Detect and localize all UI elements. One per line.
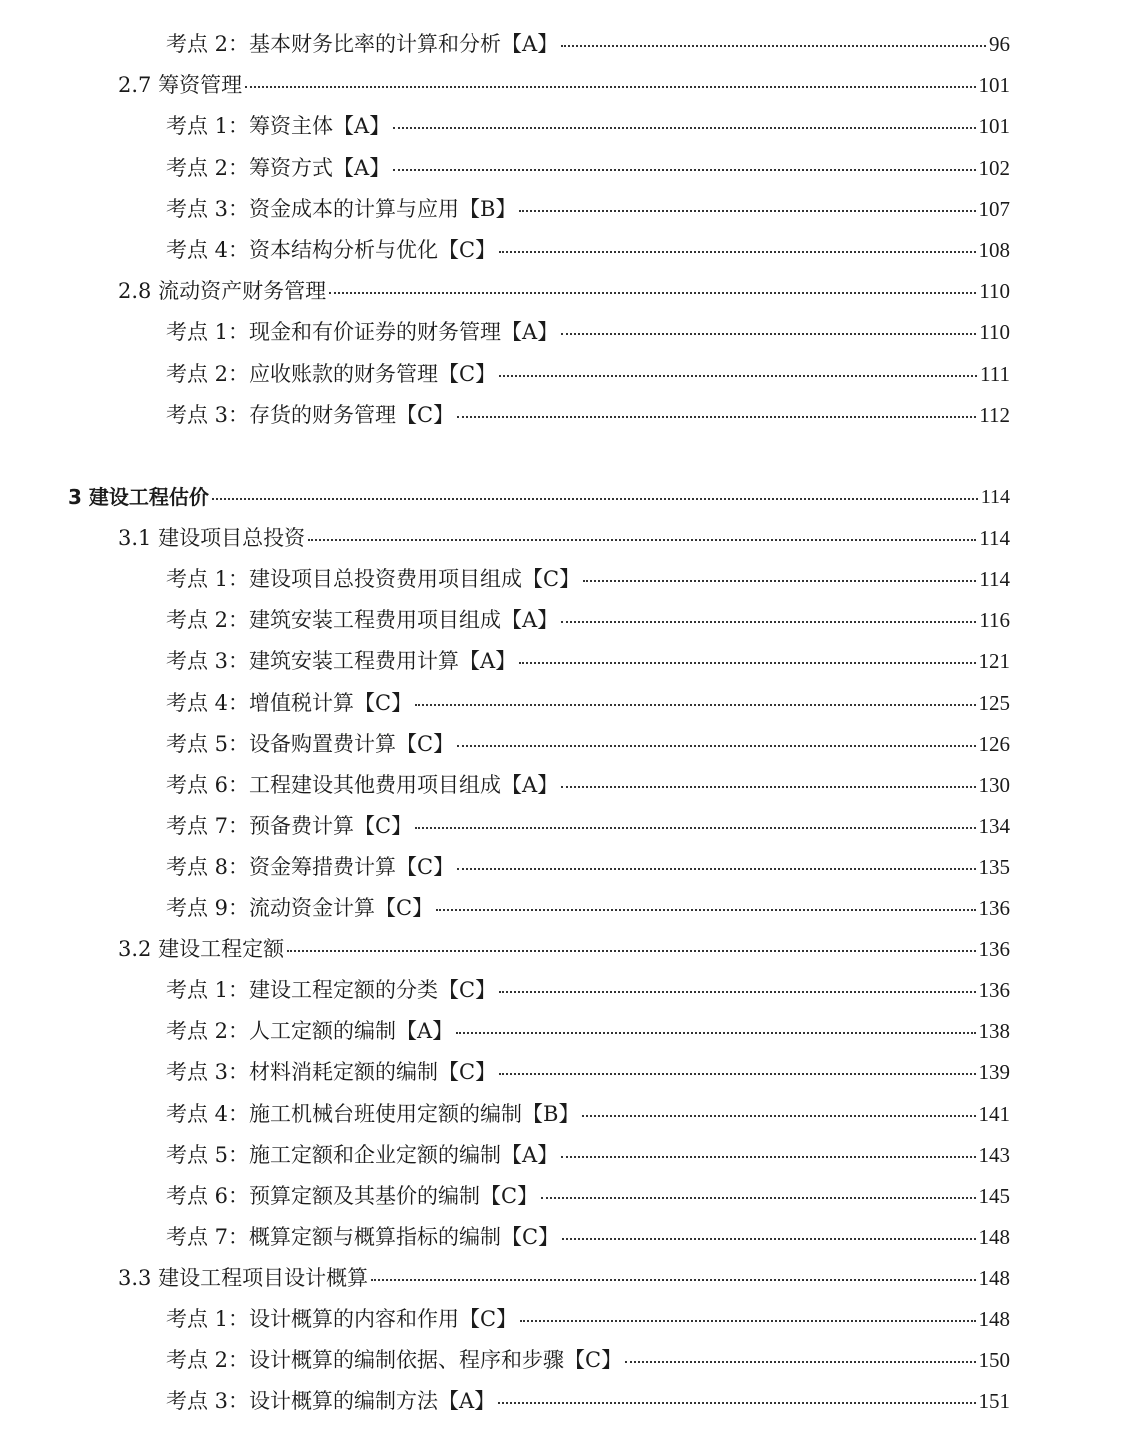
toc-entry-label: 考点 2：人工定额的编制【A】 xyxy=(166,1019,454,1044)
dot-leader xyxy=(212,498,978,500)
toc-page-number: 111 xyxy=(980,361,1010,386)
toc-entry-label: 考点 6：工程建设其他费用项目组成【A】 xyxy=(166,772,559,797)
toc-item[interactable] xyxy=(166,602,1010,638)
toc-entry-label: 考点 1：建设工程定额的分类【C】 xyxy=(166,978,497,1003)
dot-leader xyxy=(499,251,975,253)
dot-leader xyxy=(499,1073,975,1075)
toc-page-number: 107 xyxy=(978,196,1010,221)
toc-item[interactable] xyxy=(166,1383,1010,1419)
toc-entry-label: 考点 3：存货的财务管理【C】 xyxy=(166,402,455,427)
toc-page-number: 134 xyxy=(978,813,1010,838)
toc-entry-label: 3 建设工程估价 xyxy=(68,485,209,509)
toc-entry-label: 考点 3：设计概算的编制方法【A】 xyxy=(166,1389,496,1414)
toc-entry-label: 考点 8：资金筹措费计算【C】 xyxy=(166,854,455,879)
dot-leader xyxy=(436,909,975,911)
dot-leader xyxy=(519,662,975,664)
toc-page-number: 136 xyxy=(978,978,1010,1003)
toc-entry-label: 考点 2：建筑安装工程费用项目组成【A】 xyxy=(166,608,559,633)
toc-page-number: 101 xyxy=(978,114,1010,139)
toc-item[interactable] xyxy=(166,26,1010,62)
toc-entry-label: 3.2 建设工程定额 xyxy=(118,937,285,962)
toc-entry-label: 考点 1：现金和有价证券的财务管理【A】 xyxy=(166,320,559,345)
toc-item[interactable] xyxy=(166,1342,1010,1378)
dot-leader xyxy=(499,991,975,993)
dot-leader xyxy=(415,704,975,706)
toc-page-number: 139 xyxy=(978,1060,1010,1085)
dot-leader xyxy=(519,210,975,212)
toc-item[interactable] xyxy=(166,849,1010,885)
dot-leader xyxy=(541,1197,975,1199)
dot-leader xyxy=(498,1402,975,1404)
dot-leader xyxy=(457,416,976,418)
dot-leader xyxy=(561,45,986,47)
toc-item[interactable] xyxy=(166,356,1010,392)
toc-entry-label: 2.8 流动资产财务管理 xyxy=(118,279,327,304)
toc-entry-label: 考点 2：应收账款的财务管理【C】 xyxy=(166,361,497,386)
toc-item[interactable] xyxy=(166,1137,1010,1173)
toc-entry-label: 考点 5：施工定额和企业定额的编制【A】 xyxy=(166,1142,559,1167)
toc-page-number: 130 xyxy=(978,772,1010,797)
toc-page-number: 121 xyxy=(978,649,1010,674)
dot-leader xyxy=(499,375,977,377)
toc-page-number: 141 xyxy=(978,1101,1010,1126)
toc-entry-label: 考点 2：设计概算的编制依据、程序和步骤【C】 xyxy=(166,1348,623,1373)
toc-page-number: 108 xyxy=(978,238,1010,262)
toc-item[interactable] xyxy=(166,767,1010,803)
toc-item[interactable] xyxy=(166,1054,1010,1090)
toc-entry-label: 考点 3：资金成本的计算与应用【B】 xyxy=(166,196,517,221)
dot-leader xyxy=(582,1115,975,1117)
toc-page-number: 102 xyxy=(978,155,1010,180)
dot-leader xyxy=(561,786,975,788)
toc-section[interactable] xyxy=(118,67,1010,103)
toc-item[interactable] xyxy=(166,890,1010,926)
toc-entry-label: 3.1 建设项目总投资 xyxy=(118,526,306,551)
toc-entry-label: 考点 1：筹资主体【A】 xyxy=(166,114,391,139)
toc-entry-label: 考点 3：建筑安装工程费用计算【A】 xyxy=(166,649,517,674)
toc-page-number: 148 xyxy=(978,1224,1010,1249)
toc-entry-label: 考点 7：概算定额与概算指标的编制【C】 xyxy=(166,1224,560,1249)
toc-page-number: 135 xyxy=(978,854,1010,879)
toc-entry-label: 考点 1：设计概算的内容和作用【C】 xyxy=(166,1307,518,1331)
dot-leader xyxy=(329,292,976,294)
toc-page-number: 148 xyxy=(978,1307,1010,1331)
toc-item[interactable] xyxy=(166,232,1010,268)
toc-page-number: 151 xyxy=(978,1389,1010,1414)
toc-page-number: 114 xyxy=(979,526,1010,551)
toc-page-number: 145 xyxy=(978,1183,1010,1208)
toc-entry-label: 考点 4：增值税计算【C】 xyxy=(166,690,413,715)
toc-entry-label: 考点 3：材料消耗定额的编制【C】 xyxy=(166,1060,497,1085)
toc-item[interactable] xyxy=(166,1178,1010,1214)
dot-leader xyxy=(371,1279,975,1281)
dot-leader xyxy=(393,169,975,171)
toc-page-number: 143 xyxy=(978,1142,1010,1167)
toc-item[interactable] xyxy=(166,314,1010,350)
toc-item[interactable] xyxy=(166,726,1010,762)
toc-page-number: 112 xyxy=(979,402,1010,427)
toc-section[interactable] xyxy=(118,931,1010,967)
toc-entry-label: 考点 7：预备费计算【C】 xyxy=(166,813,413,838)
toc-page-number: 148 xyxy=(978,1265,1010,1290)
dot-leader xyxy=(457,868,975,870)
toc-page-number: 136 xyxy=(978,937,1010,962)
toc-entry-label: 2.7 筹资管理 xyxy=(118,73,243,98)
toc-entry-label: 考点 4：资本结构分析与优化【C】 xyxy=(166,238,497,262)
toc-item[interactable] xyxy=(166,191,1010,227)
dot-leader xyxy=(287,950,975,952)
toc-item[interactable] xyxy=(166,643,1010,679)
toc-item[interactable] xyxy=(166,108,1010,144)
toc-item[interactable] xyxy=(166,972,1010,1008)
dot-leader xyxy=(393,127,975,129)
dot-leader xyxy=(583,580,976,582)
toc-entry-label: 考点 2：筹资方式【A】 xyxy=(166,155,391,180)
toc-item[interactable] xyxy=(166,397,1010,433)
toc-entry-label: 考点 5：设备购置费计算【C】 xyxy=(166,731,455,756)
toc-item[interactable] xyxy=(166,1301,1010,1337)
toc-item[interactable] xyxy=(166,1013,1010,1049)
toc-entry-label: 考点 1：建设项目总投资费用项目组成【C】 xyxy=(166,567,581,592)
toc-entry-label: 3.3 建设工程项目设计概算 xyxy=(118,1265,369,1290)
dot-leader xyxy=(562,1238,975,1240)
dot-leader xyxy=(520,1320,975,1322)
toc-page-number: 125 xyxy=(978,690,1010,715)
toc-item[interactable] xyxy=(166,685,1010,721)
toc-page-number: 126 xyxy=(978,731,1010,756)
toc-page-number: 138 xyxy=(978,1019,1010,1044)
toc-page-number: 114 xyxy=(980,486,1010,508)
toc-page-number: 116 xyxy=(979,608,1010,633)
toc-item[interactable] xyxy=(166,1096,1010,1132)
toc-item[interactable] xyxy=(166,808,1010,844)
dot-leader xyxy=(625,1361,975,1363)
toc-page-number: 136 xyxy=(978,896,1010,920)
toc-page-number: 110 xyxy=(979,279,1010,304)
toc-item[interactable] xyxy=(166,150,1010,186)
dot-leader xyxy=(415,827,975,829)
dot-leader xyxy=(245,86,975,88)
toc-section[interactable] xyxy=(118,273,1010,309)
toc-chapter[interactable] xyxy=(68,479,1010,515)
toc-page-number: 96 xyxy=(989,32,1010,56)
toc-item[interactable] xyxy=(166,561,1010,597)
toc-section[interactable] xyxy=(118,520,1010,556)
toc-item[interactable] xyxy=(166,1219,1010,1255)
dot-leader xyxy=(457,745,975,747)
dot-leader xyxy=(456,1032,975,1034)
dot-leader xyxy=(561,621,976,623)
toc-entry-label: 考点 2：基本财务比率的计算和分析【A】 xyxy=(166,32,559,56)
toc-page-number: 110 xyxy=(979,320,1010,345)
dot-leader xyxy=(561,1156,975,1158)
toc-page-number: 150 xyxy=(978,1348,1010,1373)
dot-leader xyxy=(561,333,976,335)
toc-entry-label: 考点 6：预算定额及其基价的编制【C】 xyxy=(166,1183,539,1208)
dot-leader xyxy=(308,539,976,541)
toc-page-number: 114 xyxy=(979,567,1010,592)
toc-section[interactable] xyxy=(118,1260,1010,1296)
toc-entry-label: 考点 4：施工机械台班使用定额的编制【B】 xyxy=(166,1101,580,1126)
toc-page-number: 101 xyxy=(978,73,1010,98)
toc-entry-label: 考点 9：流动资金计算【C】 xyxy=(166,896,434,920)
